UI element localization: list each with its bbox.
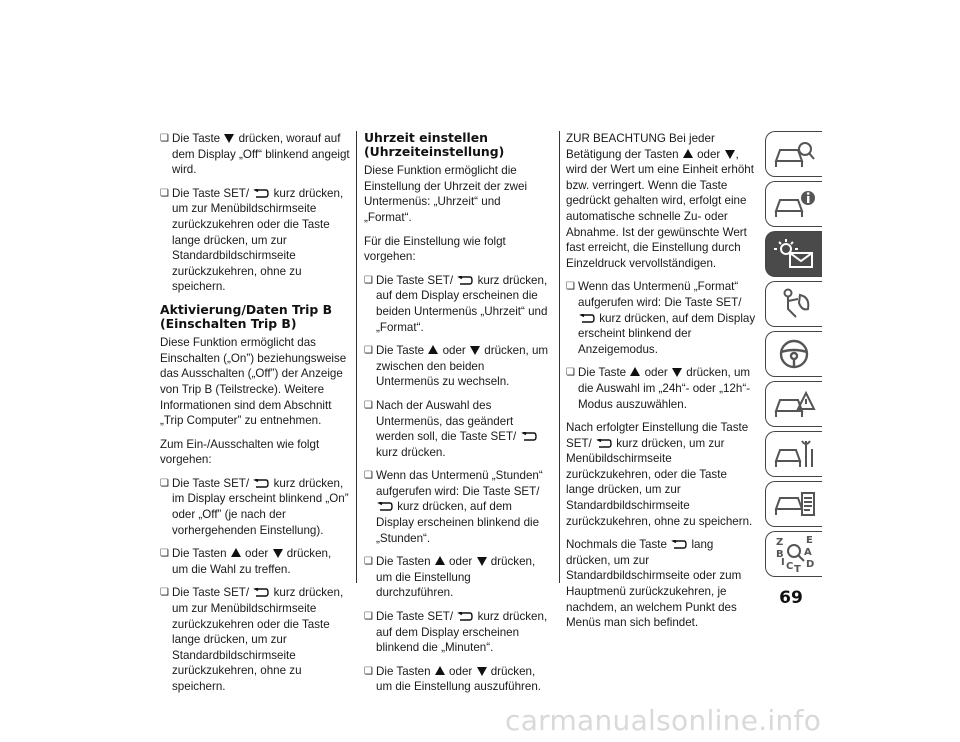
list-item: ❏ Die Taste drücken, worauf auf dem Display „Off“ blinkend angeigt wird. (160, 131, 350, 178)
column-divider (559, 131, 560, 583)
set-return-icon (457, 276, 473, 285)
car-specifications-icon (772, 487, 816, 521)
arrow-down-icon (224, 133, 234, 143)
column-1 (160, 131, 350, 703)
paragraph: Diese Funktion ermöglicht die Einstellung der Uhrzeit der zwei Untermenüs: „Uhrzeit“ und „Format“. (364, 164, 528, 224)
tab-maintenance[interactable] (765, 431, 822, 477)
svg-text:I: I (781, 557, 785, 568)
list-item: ❏ Nach der Auswahl des Untermenüs, das geändert werden soll, die Taste SET/ kurz drücken. (364, 398, 550, 460)
list-item: ❏ Die Taste oder drücken, um zwischen den beiden Untermenüs zu wechseln. (364, 343, 550, 390)
list-item: ❏ Die Tasten oder drücken, um die Wahl zu treffen. (160, 546, 350, 577)
warning-light-message-icon (772, 237, 816, 271)
arrow-up-icon (435, 666, 445, 676)
set-return-icon (579, 314, 595, 323)
car-search-icon (772, 137, 816, 171)
tab-emergency[interactable] (765, 381, 822, 427)
set-return-icon (253, 189, 269, 198)
tab-warning-lights-messages[interactable] (765, 231, 822, 277)
set-return-icon (521, 432, 537, 441)
arrow-down-icon (477, 556, 487, 566)
list-item: ❏ Die Tasten oder drücken, um die Einstellung auszuführen. (364, 664, 550, 695)
column-2 (364, 131, 550, 703)
column-divider (356, 131, 357, 583)
list-item: ❏ Die Taste SET/ kurz drücken, um zur Menübildschirmseite zurückzukehren oder die Taste lange drücken, um zur Standardbildschirmseite zurückzukehren, ohne zu speichern. (160, 585, 350, 694)
list-item: ❏ Die Taste SET/ kurz drücken, im Display erscheint blinkend „On” oder „Off” (je nach der vorhergehenden Einstellung). (160, 476, 350, 538)
tab-index[interactable] (765, 531, 822, 577)
car-tools-icon (772, 437, 816, 471)
set-return-icon (253, 479, 269, 488)
arrow-up-icon (428, 345, 438, 355)
car-info-icon (772, 187, 816, 221)
list-item: ❏ Wenn das Untermenü „Format“ aufgerufen wird: Die Taste SET/ kurz drücken, auf dem Display erscheint blinkend der Anzeigemodus. (566, 279, 756, 357)
arrow-down-icon (477, 666, 487, 676)
list-item: ❏ Die Taste SET/ kurz drücken, auf dem Display erscheinen die beiden Untermenüs „Uhrzeit“ und „Format“. (364, 273, 550, 335)
arrow-down-icon (470, 345, 480, 355)
column-3 (566, 131, 756, 639)
section-heading: Uhrzeit einstellen (Uhrzeiteinstellung) (364, 130, 505, 159)
arrow-up-icon (231, 548, 241, 558)
list-item: ❏ Wenn das Untermenü „Stunden“ aufgerufen wird: Die Taste SET/ kurz drücken, auf dem Display erscheinen blinkend die „Stunden“. (364, 468, 550, 546)
svg-text:C: C (786, 561, 794, 572)
tab-technical-data[interactable] (765, 481, 822, 527)
steering-wheel-icon (772, 337, 816, 371)
set-return-icon (671, 540, 687, 549)
tab-starting-driving[interactable] (765, 331, 822, 377)
arrow-down-icon (725, 149, 735, 159)
section-heading: Aktivierung/Daten Trip B (Einschalten Trip B) (160, 301, 333, 331)
paragraph: Für die Einstellung wie folgt vorgehen: (364, 234, 506, 264)
tab-car-search[interactable] (765, 131, 822, 177)
svg-text:Z: Z (776, 537, 784, 548)
airbag-safety-icon (772, 287, 816, 321)
list-item: ❏ Die Taste oder drücken, um die Auswahl im „24h“- oder „12h“-Modus auszuwählen. (566, 365, 756, 412)
note-paragraph: ZUR BEACHTUNG Bei jeder Betätigung der Tasten oder , wird der Wert um eine Einheit erhöht bzw. verringert. Wenn die Taste gedrückt gehalten wird, erfolgt eine automatische schnelle Zu- oder Abnahme. Ist der gewünschte Wert fast erreicht, die Einstellung durch Einzeldruck vervollständigen. (566, 132, 754, 270)
chapter-tabs (765, 131, 821, 581)
paragraph: Nochmals die Taste lang drücken, um zur Standardbildschirmseite oder zum Hauptmenü zurückzukehren, je nachdem, an welchem Punkt des Menüs man sich befindet. (566, 538, 742, 630)
list-item: ❏ Die Taste SET/ kurz drücken, um zur Menübildschirmseite zurückzukehren oder die Taste lange drücken, um zur Standardbildschirmseite zurückzukehren, ohne zu speichern. (160, 186, 350, 295)
arrow-up-icon (630, 367, 640, 377)
set-return-icon (457, 612, 473, 621)
page-number: 69 (779, 588, 803, 608)
svg-text:A: A (804, 547, 812, 558)
set-return-icon (377, 502, 393, 511)
tab-safety[interactable] (765, 281, 822, 327)
alphabetical-index-icon (772, 535, 816, 573)
paragraph: Diese Funktion ermöglicht das Einschalten („On”) beziehungsweise das Ausschalten („Off”) der Anzeige von Trip B (Teilstrecke). Weitere Informationen sind dem Abschnitt „Trip Computer” zu entnehmen. (160, 336, 347, 428)
paragraph: Nach erfolgter Einstellung die Taste SET/ kurz drücken, um zur Menübildschirmseite zurückzukehren, oder die Taste lange drücken, um zur Standardbildschirmseite zurückzukehren, ohne zu speichern. (566, 421, 753, 528)
svg-text:D: D (806, 559, 815, 570)
list-item: ❏ Die Taste SET/ kurz drücken, auf dem Display erscheinen blinkend die „Minuten“. (364, 609, 550, 656)
svg-text:B: B (776, 549, 784, 560)
tab-car-info[interactable] (765, 181, 822, 227)
arrow-down-icon (273, 548, 283, 558)
svg-text:E: E (806, 535, 813, 546)
arrow-up-icon (435, 556, 445, 566)
svg-text:T: T (794, 564, 801, 573)
arrow-down-icon (672, 367, 682, 377)
list-item: ❏ Die Tasten oder drücken, um die Einstellung durchzuführen. (364, 554, 550, 601)
paragraph: Zum Ein-/Ausschalten wie folgt vorgehen: (160, 437, 320, 467)
set-return-icon (596, 439, 612, 448)
arrow-up-icon (683, 149, 693, 159)
car-warning-triangle-icon (772, 387, 816, 421)
set-return-icon (253, 588, 269, 597)
watermark: carmanualsonline.info (505, 704, 822, 737)
